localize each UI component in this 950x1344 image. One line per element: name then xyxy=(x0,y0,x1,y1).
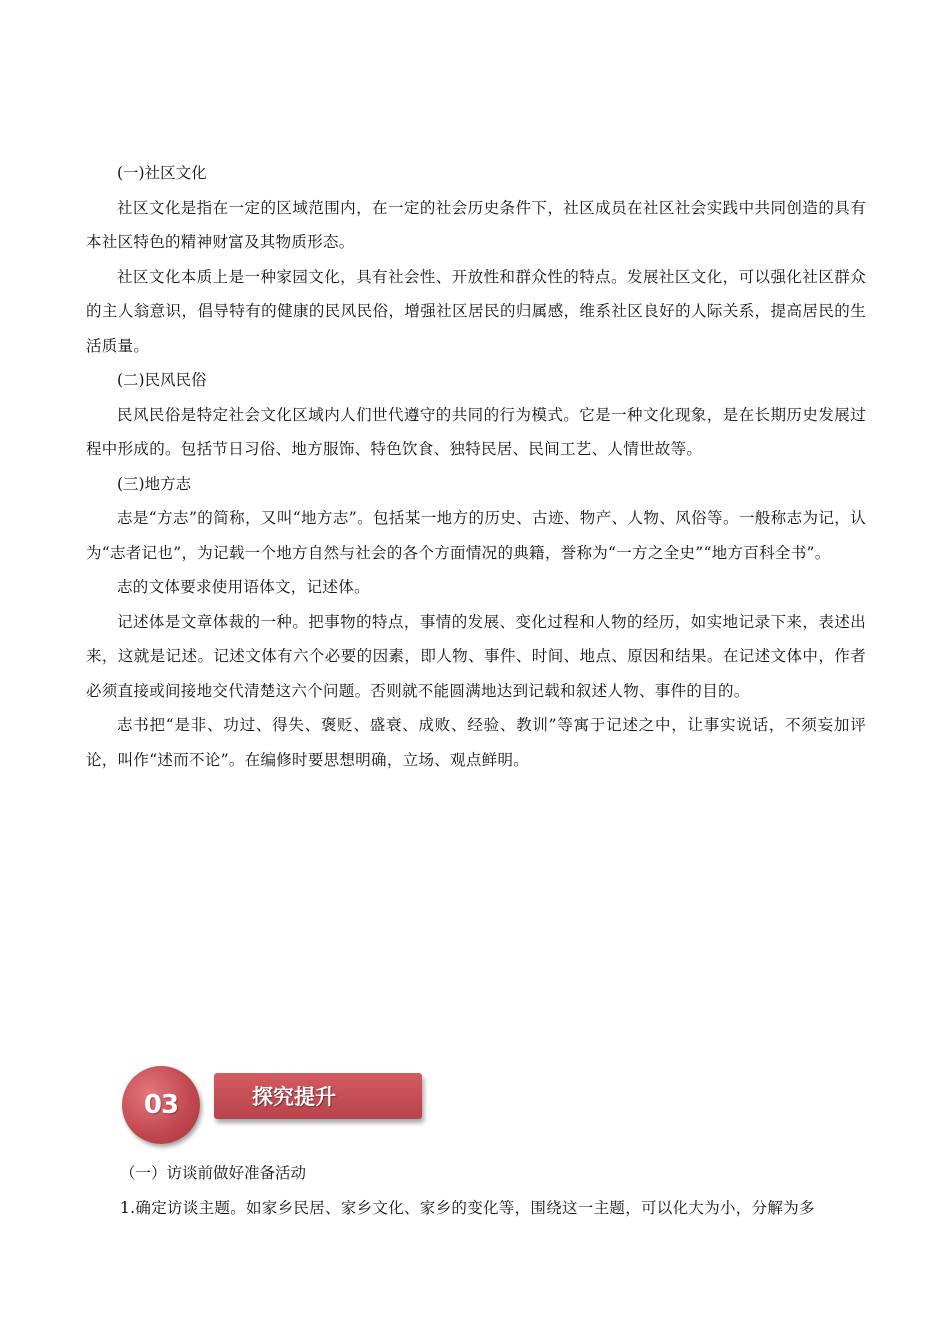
paragraph: 社区文化是指在一定的区域范围内，在一定的社会历史条件下，社区成员在社区社会实践中共同创造的具有本社区特色的精神财富及其物质形态。 xyxy=(86,198,866,251)
paragraph: 志书把“是非、功过、得失、褒贬、盛衰、成败、经验、教训”等寓于记述之中，让事实说话，不须妄加评论，叫作“述而不论”。在编修时要思想明确，立场、观点鲜明。 xyxy=(86,716,866,769)
section-badge xyxy=(122,1066,432,1146)
body-text xyxy=(86,156,866,777)
section-heading-local-chronicles: (三)地方志 xyxy=(117,474,192,493)
section-heading-interview-prep: （一）访谈前做好准备活动 xyxy=(120,1164,307,1182)
section-2-text xyxy=(86,1156,866,1225)
paragraph: 社区文化本质上是一种家园文化，具有社会性、开放性和群众性的特点。发展社区文化，可以强化社区群众的主人翁意识，倡导特有的健康的民风民俗，增强社区居民的归属感，维系社区良好的人际关系，提高居民的生活质量。 xyxy=(86,267,866,355)
paragraph: 民风民俗是特定社会文化区域内人们世代遵守的共同的行为模式。它是一种文化现象，是在长期历史发展过程中形成的。包括节日习俗、地方服饰、特色饮食、独特民居、民间工艺、人情世故等。 xyxy=(86,405,866,458)
paragraph: 志的文体要求使用语体文，记述体。 xyxy=(117,578,370,596)
paragraph: 记述体是文章体裁的一种。把事物的特点，事情的发展、变化过程和人物的经历，如实地记录下来，表述出来，这就是记述。记述文体有六个必要的因素，即人物、事件、时间、地点、原因和结果。在记述文体中，作者必须直接或间接地交代清楚这六个问题。否则就不能圆满地达到记载和叙述人物、事件的目的。 xyxy=(86,612,866,700)
paragraph: 1.确定访谈主题。如家乡民居、家乡文化、家乡的变化等，围绕这一主题，可以化大为小，分解为多 xyxy=(120,1198,815,1217)
badge-label: 探究提升 xyxy=(252,1085,336,1109)
paragraph: 志是“方志”的简称，又叫“地方志”。包括某一地方的历史、古迹、物产、人物、风俗等。一般称志为记，认为“志者记也”，为记载一个地方自然与社会的各个方面情况的典籍，誉称为“一方之全史”“地方百科全书”。 xyxy=(86,509,866,562)
section-heading-community-culture: (一)社区文化 xyxy=(117,164,207,182)
badge-number: 03 xyxy=(143,1090,179,1120)
section-heading-folk-customs: (二)民风民俗 xyxy=(117,371,207,389)
